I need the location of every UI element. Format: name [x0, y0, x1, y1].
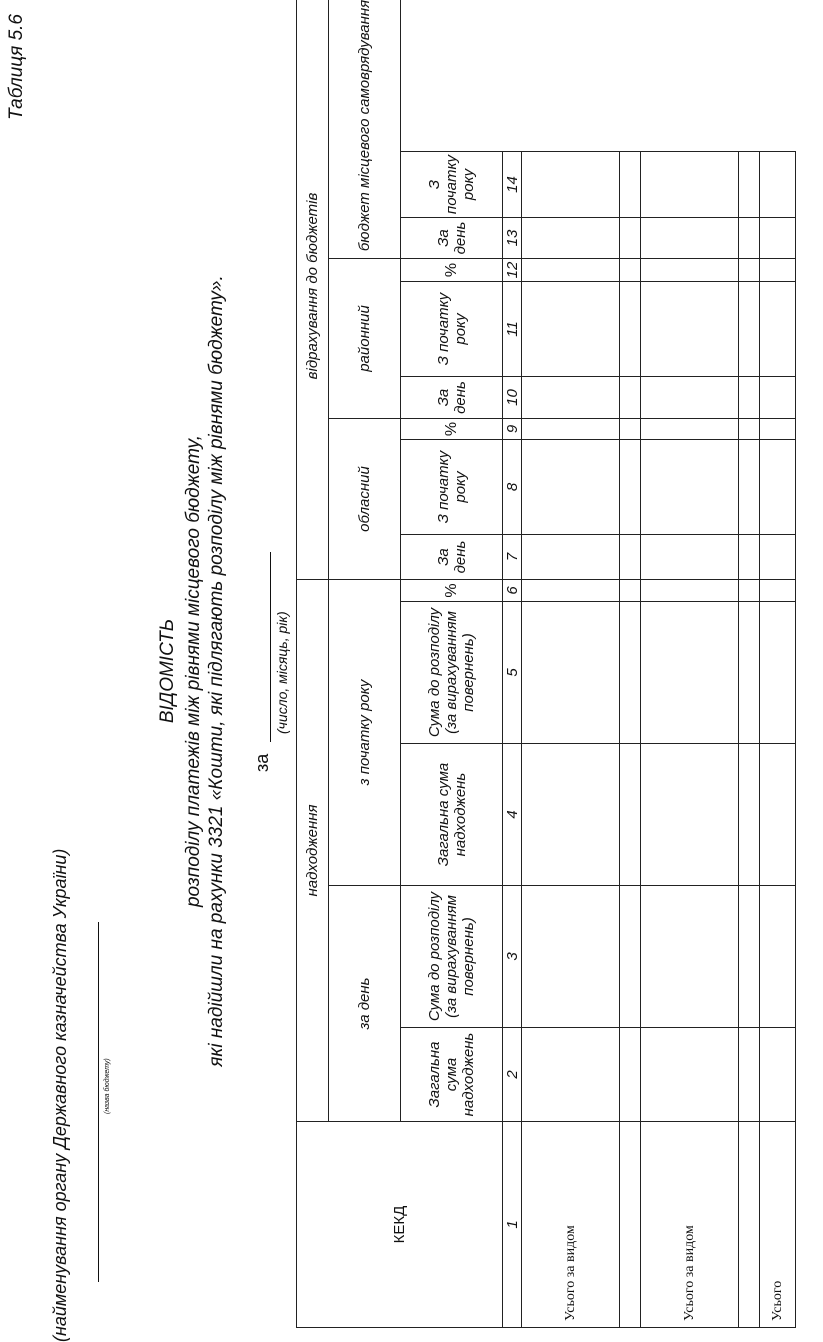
doc-subtitle-2: які надійшли на рахунки 3321 «Кошти, які підлягають розподілу між рівнями бюджету». — [206, 275, 227, 1067]
header-nadkhodzhennia: надходження — [297, 580, 329, 1122]
col-number-12: 12 — [503, 259, 522, 282]
header-pct-1: % — [401, 580, 503, 602]
col-number-4: 4 — [503, 744, 522, 886]
header-msv: бюджет місцевого самоврядування — [329, 0, 401, 259]
header-zag-suma-1: Загальна сума надходжень — [401, 1028, 503, 1122]
date-line — [270, 552, 271, 742]
za-label: за — [252, 753, 272, 772]
header-pct-2: % — [401, 419, 503, 440]
header-za-den-2: За день — [401, 377, 503, 419]
col-number-6: 6 — [503, 580, 522, 602]
doc-subtitle-1: розподілу платежів між рівнями місцевого бюджету, — [183, 434, 204, 908]
col-number-3: 3 — [503, 886, 522, 1028]
col-number-8: 8 — [503, 440, 522, 535]
header-z-pochatku: з початку року — [329, 580, 401, 886]
row-group1-label: Усього за видом — [522, 1122, 620, 1328]
header-suma-rozp-1: Сума до розподілу (за вирахуванням повернень) — [401, 886, 503, 1028]
col-number-10: 10 — [503, 377, 522, 419]
col-number-14: 14 — [503, 152, 522, 218]
date-label: (число, місяць, рік) — [274, 611, 290, 734]
doc-title: ВІДОМІСТЬ — [157, 618, 178, 724]
col-number-9: 9 — [503, 419, 522, 440]
col-number-7: 7 — [503, 535, 522, 580]
header-vidrakhuvannia: відрахування до бюджетів — [297, 0, 329, 580]
col-number-2: 2 — [503, 1028, 522, 1122]
header-za-den-1: За день — [401, 535, 503, 580]
col-number-5: 5 — [503, 602, 522, 744]
header-z-pochatku-3: З початку року — [401, 152, 503, 218]
header-z-pochatku-1: З початку року — [401, 440, 503, 535]
header-pct-3: % — [401, 259, 503, 282]
header-za-den: за день — [329, 886, 401, 1122]
budget-line — [98, 922, 99, 1282]
col-number-13: 13 — [503, 218, 522, 259]
org-label: (найменування органу Державного казначейства України) — [50, 848, 70, 1342]
distribution-table — [296, 0, 796, 1328]
col-number-11: 11 — [503, 282, 522, 377]
header-raionnyi: районний — [329, 259, 401, 419]
header-z-pochatku-2: З початку року — [401, 282, 503, 377]
row-total-label: Усього — [760, 1122, 796, 1328]
col-number-1: 1 — [503, 1122, 522, 1328]
budget-label: (назва бюджету) — [104, 1058, 111, 1114]
row-group2-label: Усього за видом — [641, 1122, 739, 1328]
table-number: Таблиця 5.6 — [6, 14, 27, 121]
header-za-den-3: За день — [401, 218, 503, 259]
header-oblasnyi: обласний — [329, 419, 401, 580]
header-suma-rozp-2: Сума до розподілу (за вирахуванням повернень) — [401, 602, 503, 744]
header-kekd: КЕКД — [297, 1122, 503, 1328]
header-zag-suma-2: Загальна сума надходжень — [401, 744, 503, 886]
